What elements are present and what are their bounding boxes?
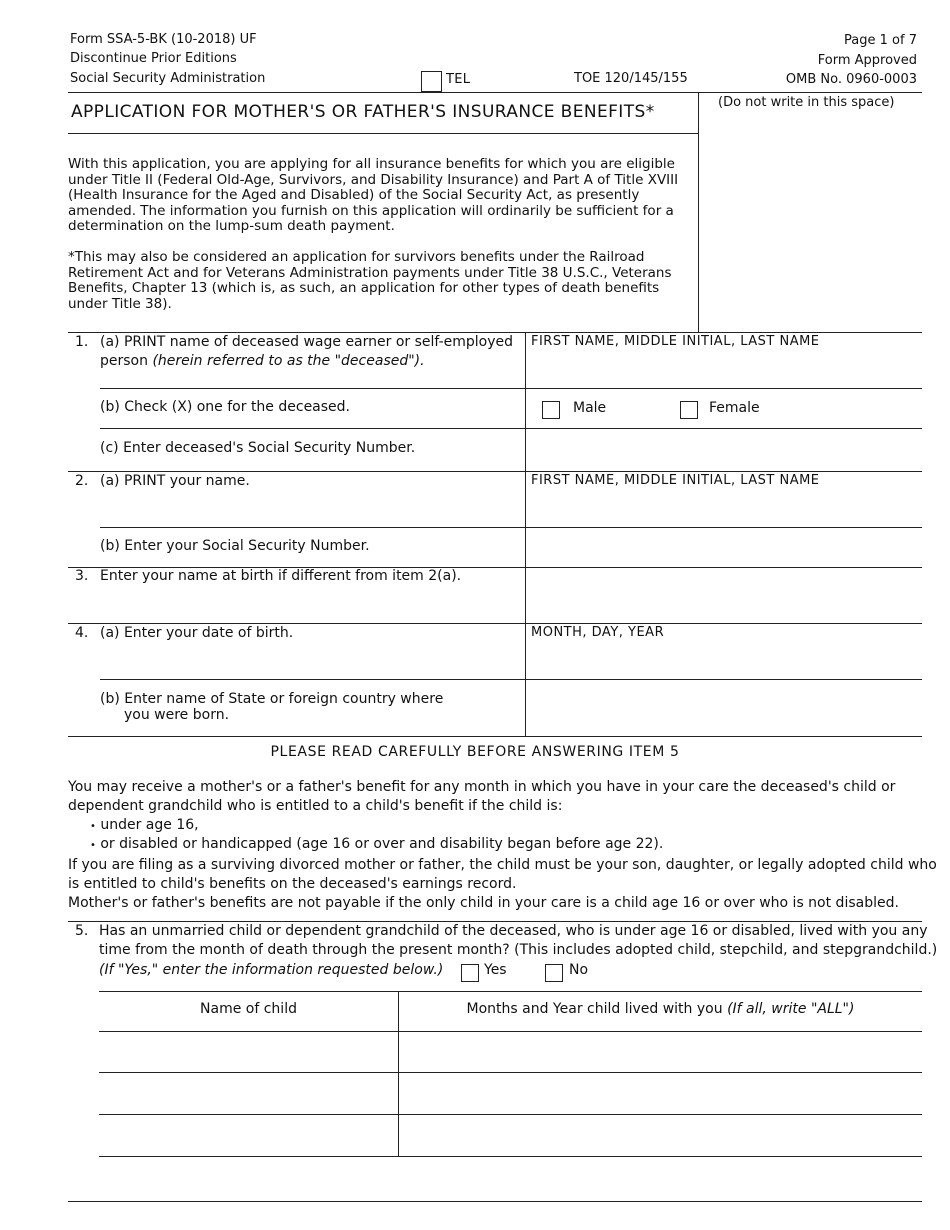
item4b-question-line1: (b) Enter name of State or foreign country where [100, 691, 444, 707]
form-approved: Form Approved [817, 53, 917, 68]
child-months-input-1[interactable] [400, 1032, 921, 1072]
tel-label: TEL [446, 72, 471, 87]
notice-line-5: Mother's or father's benefits are not payable if the only child in your care is a child age 16 or over who is not disabled. [68, 895, 899, 911]
notice-line-1: You may receive a mother's or a father's benefit for any month in which you have in your care the deceased's child or [68, 779, 896, 795]
item2a-field-label: FIRST NAME, MIDDLE INITIAL, LAST NAME [531, 473, 820, 488]
toe-code: TOE 120/145/155 [574, 71, 688, 86]
office-use-note: (Do not write in this space) [718, 95, 895, 110]
notice-line-4: is entitled to child's benefits on the deceased's earnings record. [68, 876, 517, 892]
deceased-ssn-input[interactable] [526, 429, 922, 470]
child-table-header-months-text: Months and Year child lived with you [466, 1001, 723, 1017]
no-label: No [569, 962, 589, 978]
your-ssn-input[interactable] [526, 528, 922, 566]
birthplace-input[interactable] [526, 680, 922, 735]
omb-number: OMB No. 0960-0003 [785, 72, 917, 87]
deceased-name-input[interactable] [526, 352, 922, 387]
item4b-question-line2: you were born. [124, 707, 230, 723]
bullet-icon: • [90, 821, 96, 832]
page-bottom-rule [68, 1201, 922, 1202]
header-rule [68, 92, 922, 93]
prior-editions: Discontinue Prior Editions [70, 51, 237, 66]
item1a-rule [100, 388, 922, 389]
item1b-question: (b) Check (X) one for the deceased. [100, 399, 351, 415]
item3-question: Enter your name at birth if different from item 2(a). [100, 568, 462, 584]
child-table-bottom-rule [99, 1156, 922, 1157]
item3-number: 3. [75, 568, 89, 584]
item5-line-2: time from the month of death through the present month? (This includes adopted child, stepchild, and stepgrandchild.) [99, 942, 938, 958]
intro-paragraph-1: With this application, you are applying for all insurance benefits for which you are eligible under Title II (Federal Old-Age, Survivors, and Disability Insurance) and Part A of Title XVIII (Health Insurance for the Aged and Disabled) of the Social Security Act, as presently amended. The information you furnish on this application will ordinarily be sufficient for a determination on the lump-sum death payment. [68, 156, 679, 234]
item2b-question: (b) Enter your Social Security Number. [100, 538, 370, 554]
child-months-input-3[interactable] [400, 1115, 921, 1155]
page-number: Page 1 of 7 [844, 33, 917, 48]
male-checkbox[interactable] [542, 401, 560, 419]
notice-bullet-2 [90, 835, 663, 855]
notice-bullet-1-text: under age 16, [100, 817, 199, 833]
title-rule [68, 133, 698, 134]
item1-number: 1. [75, 334, 89, 350]
child-months-input-2[interactable] [400, 1073, 921, 1113]
yes-label: Yes [484, 962, 507, 978]
item2-number: 2. [75, 473, 89, 489]
item5-line-3: (If "Yes," enter the information requested below.) [99, 962, 444, 978]
item4a-field-label: MONTH, DAY, YEAR [531, 625, 665, 640]
no-checkbox[interactable] [545, 964, 563, 982]
female-checkbox[interactable] [680, 401, 698, 419]
notice-line-3: If you are filing as a surviving divorced mother or father, the child must be your son, daughter, or legally adopted child who [68, 857, 937, 873]
notice-line-2: dependent grandchild who is entitled to a child's benefit if the child is: [68, 798, 563, 814]
notice-bullet-1 [90, 816, 199, 836]
office-use-area [699, 115, 921, 331]
dob-input[interactable] [526, 643, 922, 678]
yes-checkbox[interactable] [461, 964, 479, 982]
item1a-italic: (herein referred to as the "deceased"). [152, 353, 425, 369]
your-name-input[interactable] [526, 491, 922, 526]
child-name-input-2[interactable] [100, 1073, 397, 1113]
item4-number: 4. [75, 625, 89, 641]
item5-line-1: Has an unmarried child or dependent grandchild of the deceased, who is under age 16 or disabled, lived with you any [99, 923, 928, 939]
child-name-input-3[interactable] [100, 1115, 397, 1155]
item1a-field-label: FIRST NAME, MIDDLE INITIAL, LAST NAME [531, 334, 820, 349]
item2a-question: (a) PRINT your name. [100, 473, 250, 489]
form-id: Form SSA-5-BK (10-2018) UF [70, 32, 257, 47]
child-table-header-months-italic: (If all, write "ALL") [727, 1001, 855, 1017]
item1a-text: (a) PRINT name of deceased wage earner or self-employed person [100, 334, 513, 369]
items-bottom-rule [68, 736, 922, 737]
child-table-header-months [399, 1000, 922, 1019]
page-title: APPLICATION FOR MOTHER'S OR FATHER'S INSURANCE BENEFITS* [71, 102, 655, 122]
item1a-question [100, 333, 520, 371]
item1c-question: (c) Enter deceased's Social Security Number. [100, 440, 416, 456]
tel-checkbox[interactable] [421, 71, 442, 92]
intro-paragraph-2: *This may also be considered an application for survivors benefits under the Railroad Retirement Act and for Veterans Administration payments under Title 38 U.S.C., Veterans Benefits, Chapter 13 (which is, as such, an application for other types of death benefits under Title 38). [68, 249, 672, 312]
notice-bullet-2-text: or disabled or handicapped (age 16 or over and disability began before age 22). [100, 836, 664, 852]
child-table-top-rule [99, 991, 922, 992]
bullet-icon: • [90, 840, 96, 851]
male-label: Male [573, 400, 607, 416]
female-label: Female [709, 400, 760, 416]
birth-name-input[interactable] [526, 568, 922, 622]
agency-name: Social Security Administration [70, 71, 266, 86]
child-name-input-1[interactable] [100, 1032, 397, 1072]
item5-number: 5. [75, 923, 89, 939]
notice-heading: PLEASE READ CAREFULLY BEFORE ANSWERING ITEM 5 [270, 744, 680, 760]
item4a-question: (a) Enter your date of birth. [100, 625, 294, 641]
child-table-header-name: Name of child [200, 1001, 297, 1017]
